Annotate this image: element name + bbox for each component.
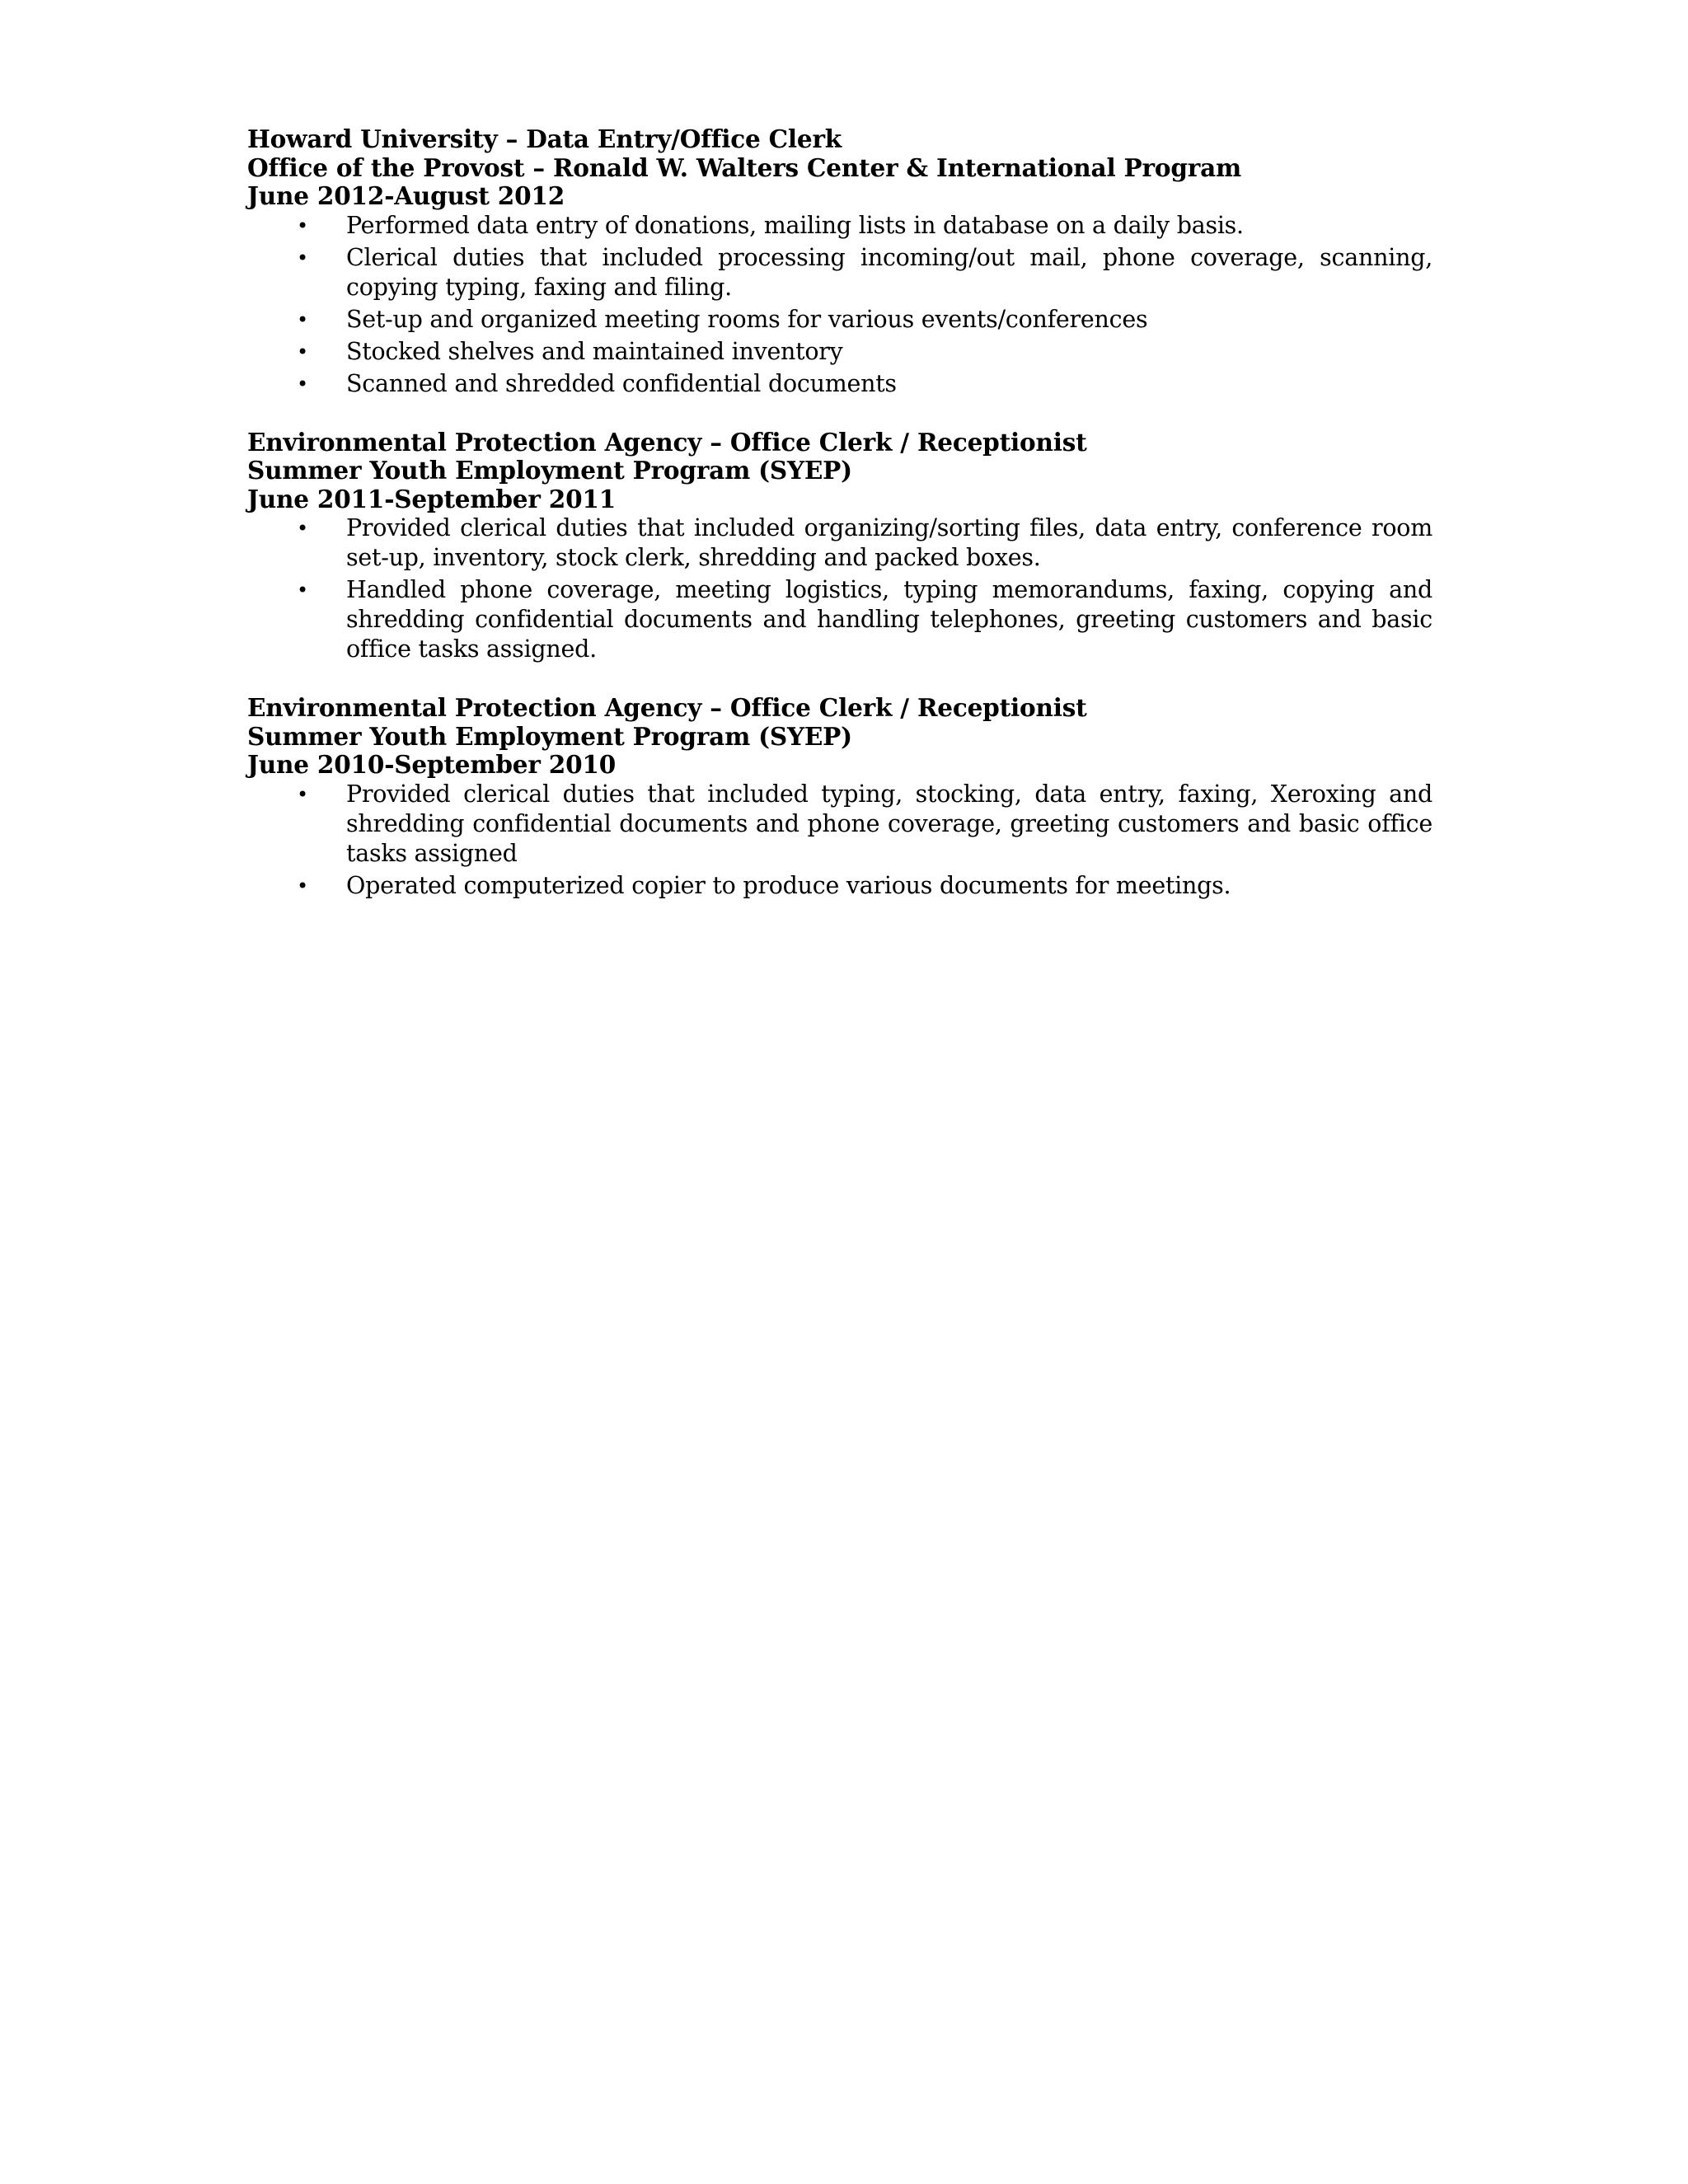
duty-text: Set-up and organized meeting rooms for various events/conferences <box>346 305 1148 333</box>
resume-page <box>247 125 1432 930</box>
duty-text: Handled phone coverage, meeting logistics, typing memorandums, faxing, copying and shredding confidential documents and handling telephones, greeting customers and basic office tasks assigned. <box>346 576 1432 663</box>
duty-text: Provided clerical duties that included organizing/sorting files, data entry, conference room set-up, inventory, stock clerk, shredding and packed boxes. <box>346 514 1432 571</box>
bullet-icon: • <box>297 372 308 396</box>
bullet-icon: • <box>297 782 308 806</box>
list-item <box>247 243 1432 302</box>
list-item <box>247 337 1432 367</box>
job-title: Howard University – Data Entry/Office Clerk <box>247 124 842 153</box>
bullet-icon: • <box>297 517 308 540</box>
list-item <box>247 513 1432 573</box>
duty-text: Operated computerized copier to produce various documents for meetings. <box>346 871 1231 899</box>
job-duties-list <box>247 513 1432 664</box>
duty-text: Performed data entry of donations, mailing lists in database on a daily basis. <box>346 211 1244 239</box>
job-title: Environmental Protection Agency – Office Clerk / Receptionist <box>247 693 1087 722</box>
list-item <box>247 780 1432 869</box>
bullet-icon: • <box>297 579 308 602</box>
job-entry-epa-2011 <box>247 429 1432 665</box>
job-program: Summer Youth Employment Program (SYEP) <box>247 721 852 751</box>
job-program: Summer Youth Employment Program (SYEP) <box>247 456 852 485</box>
duty-text: Stocked shelves and maintained inventory <box>346 337 843 365</box>
bullet-icon: • <box>297 307 308 331</box>
list-item <box>247 305 1432 335</box>
job-department: Office of the Provost – Ronald W. Walters Center & International Program <box>247 152 1242 182</box>
job-dates: June 2010-September 2010 <box>247 750 617 779</box>
bullet-icon: • <box>297 246 308 269</box>
list-item <box>247 369 1432 399</box>
job-dates: June 2011-September 2011 <box>247 484 617 513</box>
list-item <box>247 871 1432 901</box>
job-entry-howard-university <box>247 125 1432 399</box>
list-item <box>247 575 1432 664</box>
bullet-icon: • <box>297 340 308 363</box>
list-item <box>247 211 1432 241</box>
bullet-icon: • <box>297 874 308 898</box>
job-entry-epa-2010 <box>247 694 1432 901</box>
duty-text: Clerical duties that included processing incoming/out mail, phone coverage, scanning, copying typing, faxing and filing. <box>346 243 1432 301</box>
job-dates: June 2012-August 2012 <box>247 181 565 210</box>
duty-text: Scanned and shredded confidential documents <box>346 369 897 397</box>
job-duties-list <box>247 211 1432 399</box>
duty-text: Provided clerical duties that included typing, stocking, data entry, faxing, Xeroxing and shredding confidential documents and phone coverage, greeting customers and basic office tasks assigned <box>346 780 1432 867</box>
job-title: Environmental Protection Agency – Office Clerk / Receptionist <box>247 427 1087 457</box>
bullet-icon: • <box>297 213 308 237</box>
job-duties-list <box>247 780 1432 901</box>
